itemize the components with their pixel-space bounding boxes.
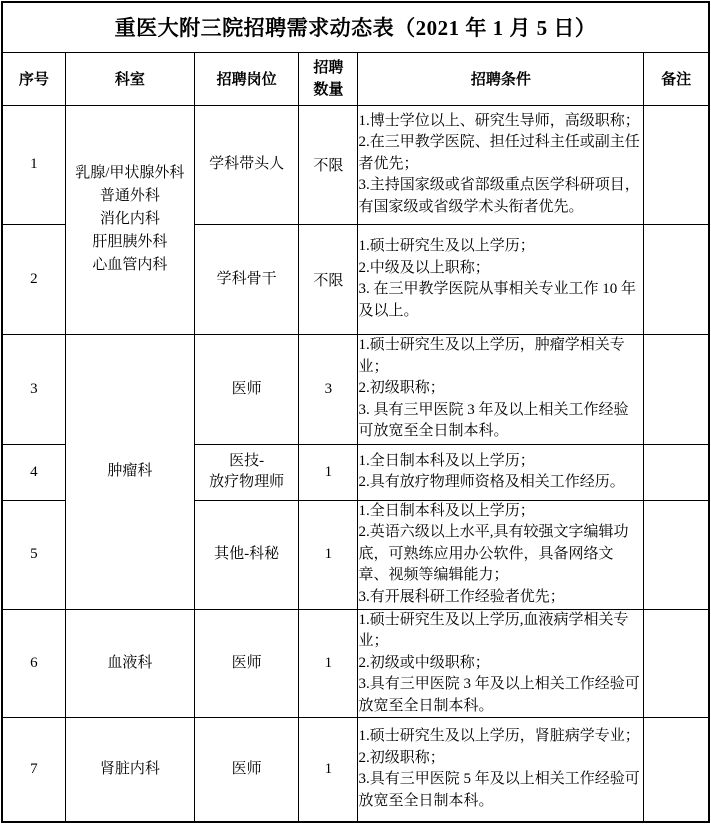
position-cell [195,224,299,334]
note-cell [644,105,709,224]
condition-item: 2.在三甲教学医院、担任过科主任或副主任者优先； [358,134,640,172]
note-cell [644,334,709,444]
count-cell: 不限 [299,224,358,334]
condition-item: 2.初级职称； [358,749,445,766]
table-row [2,609,709,718]
row-no: 1 [2,105,65,224]
conditions-cell [358,334,644,444]
condition-item: 3. 具有三甲医院 3 年及以上相关工作经验可放宽至全日制本科。 [358,401,629,440]
row-no: 6 [2,609,65,718]
page-title: 重医大附三院招聘需求动态表（2021 年 1 月 5 日） [2,2,709,52]
condition-item: 1.博士学位以上、研究生导师，高级职称； [358,112,640,129]
col-header-position: 招聘岗位 [195,52,299,105]
condition-item: 1.硕士研究生及以上学历； [358,238,535,254]
header-row [2,52,709,105]
conditions-cell [358,444,644,500]
dept-line: 血液科 [107,654,153,671]
recruitment-table [1,1,710,823]
condition-item: 1.全日制本科及以上学历； [358,452,535,469]
row-no: 2 [2,224,65,334]
note-cell [644,224,709,334]
position-label: 医技- [229,453,265,469]
condition-item: 2.初级职称； [358,380,445,397]
position-label: 学科骨干 [216,270,277,287]
count-cell: 1 [299,444,358,500]
condition-item: 1.硕士研究生及以上学历,血液病学相关专业； [358,611,629,649]
note-cell [644,718,709,822]
row-no: 5 [2,500,65,609]
note-cell [644,500,709,609]
row-no: 7 [2,718,65,822]
dept-cell-group-1-2 [65,105,194,334]
dept-line: 心血管内科 [92,257,168,273]
col-header-conditions: 招聘条件 [358,52,644,105]
condition-item: 1.硕士研究生及以上学历，肾脏病学专业； [358,728,640,745]
note-cell [644,609,709,718]
position-label: 医师 [231,380,262,397]
title-row [2,2,709,52]
dept-line: 普通外科 [99,188,160,204]
condition-item: 1.全日制本科及以上学历； [358,502,535,519]
dept-cell [65,718,194,822]
note-cell [644,444,709,500]
condition-item: 2.具有放疗物理师资格及相关工作经历。 [358,474,625,490]
condition-item: 1.硕士研究生及以上学历，肿瘤学相关专业； [358,337,625,375]
position-label: 医师 [231,654,262,671]
dept-cell-group-3-5 [65,334,194,609]
position-label: 放疗物理师 [209,474,285,490]
table-row [2,105,709,224]
count-cell: 3 [299,334,358,444]
dept-line: 乳腺/甲状腺外科 [75,165,185,181]
conditions-cell [358,224,644,334]
position-cell [195,609,299,718]
condition-item: 2.初级或中级职称； [358,654,490,671]
dept-cell [65,609,194,718]
row-no: 3 [2,334,65,444]
count-cell: 不限 [299,105,358,224]
condition-item: 2.中级及以上职称； [358,259,490,276]
table-row [2,334,709,444]
conditions-cell [358,500,644,609]
condition-item: 2.英语六级以上水平,具有较强文字编辑功底，可熟练应用办公软件，具备网络文章、视频等编辑能力； [358,524,629,584]
col-header-no: 序号 [2,52,65,105]
conditions-cell [358,609,644,718]
count-cell: 1 [299,500,358,609]
col-header-count: 招聘数量 [299,52,358,105]
dept-line: 肝胆胰外科 [92,234,168,250]
col-header-dept: 科室 [65,52,194,105]
position-cell [195,500,299,609]
condition-item: 3.有开展科研工作经验者优先； [358,588,565,605]
count-cell: 1 [299,718,358,822]
position-cell [195,444,299,500]
position-label: 其他-科秘 [214,546,280,562]
count-cell: 1 [299,609,358,718]
position-label: 学科带头人 [209,156,285,172]
condition-item: 3.主持国家级或省部级重点医学科研项目，有国家级或省级学术头衔者优先。 [358,177,640,215]
condition-item: 3.具有三甲医院 5 年及以上相关工作经验可放宽至全日制本科。 [358,771,640,809]
conditions-cell [358,105,644,224]
position-cell [195,718,299,822]
position-cell [195,105,299,224]
col-header-note: 备注 [644,52,709,105]
dept-line: 肾脏内科 [99,760,160,777]
dept-line: 肿瘤科 [107,463,153,479]
condition-item: 3.具有三甲医院 3 年及以上相关工作经验可放宽至全日制本科。 [358,676,640,714]
table-row [2,718,709,822]
dept-line: 消化内科 [99,211,160,227]
position-cell [195,334,299,444]
row-no: 4 [2,444,65,500]
position-label: 医师 [231,760,262,777]
condition-item: 3. 在三甲教学医院从事相关专业工作 10 年及以上。 [358,281,636,319]
conditions-cell [358,718,644,822]
